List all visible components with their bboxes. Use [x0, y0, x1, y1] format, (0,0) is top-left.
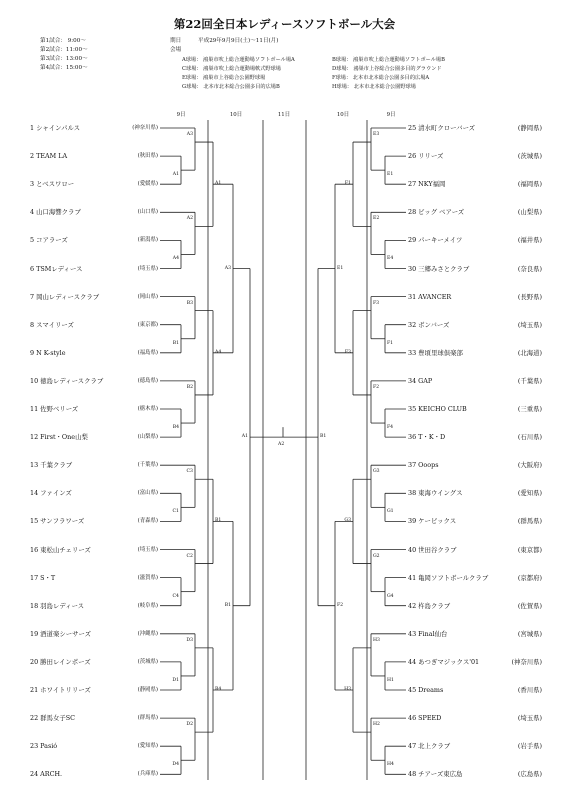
team-name: 23 Pasió: [30, 742, 58, 751]
page-title: 第22回全日本レディースソフトボール大会: [173, 17, 396, 31]
match-label: B1: [224, 602, 231, 608]
team-name: 6 TSMレディース: [30, 264, 83, 273]
team-name: 31 AVANCER: [408, 292, 452, 301]
match-label: B3: [186, 300, 193, 306]
match-label: D4: [172, 762, 179, 768]
team-prefecture: (沖縄県): [137, 630, 158, 637]
team-prefecture: (秋田県): [137, 153, 158, 160]
match-label: B1: [172, 340, 179, 346]
team-name: 7 岡山レディースクラブ: [30, 292, 100, 301]
team-prefecture: (東京都): [137, 321, 158, 328]
team-name: 19 酒道楽シーサーズ: [30, 629, 91, 638]
team-name: 34 GAP: [408, 376, 433, 385]
team-prefecture: (愛知県): [517, 489, 542, 498]
team-name: 47 北上クラブ: [408, 742, 451, 751]
schedule-game-1: 第1試合： 9:00～: [40, 38, 86, 44]
team-name: 37 Ooops: [408, 461, 439, 470]
team-name: 21 ホワイトリリーズ: [30, 686, 91, 694]
team-name: 3 とべスワロー: [30, 180, 75, 189]
venue-label: 会場: [170, 47, 182, 53]
venue-d: D球場： 鴻巣市上谷総合公園多目的グラウンド: [332, 66, 442, 72]
team-name: 44 あつぎマジックス'01: [408, 657, 480, 666]
venue-b: B球場： 鴻巣市吹上総合運動場ソフトボール場B: [332, 57, 445, 63]
team-prefecture: (埼玉県): [517, 320, 542, 329]
venue-a: A球場： 鴻巣市吹上総合運動場ソフトボール場A: [182, 57, 295, 63]
match-label: D2: [186, 722, 193, 728]
team-name: 42 杵島クラブ: [408, 601, 451, 610]
team-prefecture: (奈良県): [517, 264, 542, 273]
match-label: E4: [387, 256, 394, 262]
team-prefecture: (広島県): [517, 770, 542, 779]
team-prefecture: (茨城県): [517, 152, 542, 161]
match-label: F4: [387, 425, 394, 431]
venue-h: H球場： 北本市北本総合公園野球場: [332, 84, 416, 90]
match-label: A3: [224, 265, 231, 271]
match-label: F1: [344, 181, 351, 187]
match-label: C1: [172, 509, 179, 515]
match-label: A4: [215, 349, 222, 355]
team-name: 1 シャインパルス: [30, 124, 81, 132]
team-prefecture: (千葉県): [517, 376, 542, 385]
match-label: D1: [172, 677, 179, 683]
match-label: G1: [387, 509, 394, 515]
team-prefecture: (岐阜県): [137, 602, 158, 609]
match-label: A1: [172, 172, 179, 178]
team-name: 5 コアラーズ: [30, 236, 68, 245]
team-prefecture: (佐賀県): [517, 601, 542, 610]
team-name: 32 ボンバーズ: [408, 320, 450, 329]
team-prefecture: (千葉県): [137, 462, 158, 469]
match-label: E2: [373, 216, 380, 222]
team-name: 30 三郷みさとクラブ: [408, 264, 470, 273]
team-name: 20 勝田レインボーズ: [30, 657, 91, 666]
match-label: C4: [172, 593, 179, 599]
team-name: 14 ファインズ: [30, 489, 72, 498]
period-label: 期日: [170, 38, 182, 44]
match-label: A3: [186, 132, 193, 137]
match-label: F3: [373, 300, 380, 306]
team-name: 38 東海ウイングス: [408, 489, 463, 498]
venue-e: E球場： 鴻巣市上谷総合公園野球場: [182, 75, 266, 81]
team-name: 8 スマイリーズ: [30, 320, 74, 329]
team-name: 36 T・K・D: [408, 433, 446, 442]
team-name: 35 KEICHO CLUB: [408, 405, 467, 413]
match-label: G4: [387, 593, 394, 599]
team-prefecture: (岩手県): [517, 742, 542, 751]
team-prefecture: (岡山県): [137, 293, 158, 300]
match-label: H4: [387, 762, 394, 768]
schedule-game-2: 第2試合：11:00～: [40, 47, 88, 53]
day-header: 11日: [277, 112, 291, 118]
team-name: 11 佐野ベリーズ: [30, 405, 79, 413]
match-label: B4: [215, 687, 222, 692]
period-value: 平成29年9月9日(土)～11日(月): [198, 38, 279, 44]
match-label: E3: [373, 132, 380, 137]
match-label: F1: [387, 340, 394, 346]
team-name: 22 群馬女子SC: [30, 714, 75, 723]
team-name: 9 N K-style: [30, 348, 66, 357]
match-label: E1: [387, 172, 394, 178]
team-prefecture: (富山県): [137, 490, 158, 497]
day-header: 10日: [229, 112, 243, 118]
team-name: 12 First・One山梨: [30, 433, 88, 442]
team-prefecture: (福岡県): [517, 180, 542, 189]
team-name: 45 Dreams: [408, 686, 444, 694]
team-prefecture: (徳島県): [137, 377, 158, 384]
match-label: C3: [186, 469, 193, 475]
match-label: G3: [373, 469, 380, 475]
team-prefecture: (埼玉県): [517, 714, 542, 723]
team-prefecture: (福井県): [517, 236, 542, 245]
match-label: F2: [373, 384, 380, 390]
team-prefecture: (滋賀県): [137, 574, 158, 581]
team-prefecture: (山梨県): [517, 208, 542, 217]
match-label: G2: [373, 553, 380, 559]
team-prefecture: (青森県): [137, 518, 158, 525]
team-name: 2 TEAM LA: [30, 152, 68, 161]
team-name: 26 リリーズ: [408, 152, 444, 161]
match-label: A2: [278, 442, 285, 448]
match-label: E1: [337, 265, 344, 271]
team-name: 41 亀岡ソフトボールクラブ: [408, 573, 489, 582]
team-name: 24 ARCH.: [30, 770, 63, 779]
match-label: A2: [186, 216, 193, 222]
match-label: A1: [215, 181, 222, 187]
team-prefecture: (香川県): [517, 686, 542, 694]
team-name: 16 東松山チェリーズ: [30, 545, 91, 554]
team-prefecture: (茨城県): [137, 658, 158, 665]
team-prefecture: (石川県): [517, 433, 542, 442]
team-name: 33 豊頃里球倶楽部: [408, 348, 463, 357]
team-prefecture: (愛知県): [137, 743, 158, 750]
team-name: 25 清水町クローバーズ: [408, 124, 476, 132]
schedule-game-3: 第3試合：13:00～: [40, 56, 88, 62]
team-name: 28 ビッグ ベアーズ: [408, 208, 465, 217]
team-prefecture: (東京都): [517, 545, 542, 554]
team-prefecture: (栃木県): [137, 406, 158, 412]
match-label: B1: [320, 434, 327, 440]
team-name: 29 パーキーメイツ: [408, 236, 463, 245]
team-prefecture: (埼玉県): [137, 546, 158, 553]
team-prefecture: (山梨県): [137, 434, 158, 441]
team-prefecture: (北海道): [517, 348, 542, 357]
team-prefecture: (京都府): [517, 573, 542, 582]
team-name: 46 SPEED: [408, 714, 442, 723]
match-label: A4: [172, 256, 179, 262]
match-label: F3: [344, 349, 351, 355]
team-name: 13 千葉クラブ: [30, 461, 73, 470]
match-label: B4: [172, 425, 179, 431]
team-name: 40 世田谷クラブ: [408, 545, 457, 554]
team-prefecture: (埼玉県): [137, 265, 158, 272]
team-name: 27 NKY福岡: [408, 180, 446, 189]
team-prefecture: (静岡県): [137, 687, 158, 693]
match-label: B1: [215, 518, 222, 524]
team-prefecture: (静岡県): [517, 124, 542, 132]
day-header: 9日: [176, 112, 186, 118]
team-prefecture: (神奈川県): [132, 125, 158, 131]
venue-c: C球場： 鴻巣市吹上総合運動場軟式野球場: [182, 66, 281, 72]
team-prefecture: (新潟県): [137, 237, 158, 244]
venue-f: F球場： 北本市北本総合公園多目的広場A: [332, 75, 430, 81]
team-prefecture: (愛媛県): [137, 181, 158, 188]
team-prefecture: (神奈川県): [511, 657, 542, 666]
team-name: 48 チアーズ東広島: [408, 770, 463, 779]
match-label: G3: [344, 518, 351, 524]
match-label: C2: [186, 553, 193, 559]
match-label: D3: [186, 637, 193, 643]
team-prefecture: (長野県): [517, 292, 542, 301]
team-name: 17 S・T: [30, 573, 56, 582]
team-prefecture: (福島県): [137, 349, 158, 356]
team-name: 4 山口海響クラブ: [30, 208, 81, 217]
team-name: 10 徳島レディースクラブ: [30, 376, 104, 385]
match-label: F2: [337, 602, 344, 608]
team-name: 43 Final仙台: [408, 629, 448, 638]
team-prefecture: (宮城県): [517, 629, 542, 638]
team-prefecture: (山口県): [137, 209, 158, 216]
team-prefecture: (大阪府): [517, 461, 542, 470]
team-prefecture: (兵庫県): [137, 771, 158, 778]
match-label: A1: [241, 434, 248, 440]
team-name: 18 羽島レディース: [30, 601, 85, 610]
day-header: 9日: [386, 112, 396, 118]
match-label: H1: [387, 677, 394, 683]
team-name: 15 サンフラワーズ: [30, 517, 85, 526]
day-header: 10日: [336, 112, 350, 118]
team-prefecture: (群馬県): [137, 715, 158, 722]
schedule-game-4: 第4試合：15:00～: [40, 65, 88, 71]
team-name: 39 ケーピックス: [408, 517, 457, 526]
team-prefecture: (群馬県): [517, 517, 542, 526]
match-label: H3: [373, 637, 380, 643]
match-label: H2: [373, 722, 380, 728]
venue-g: G球場： 北本市北本総合公園多目的広場B: [182, 84, 280, 90]
match-label: B2: [186, 384, 193, 390]
match-label: H3: [344, 687, 351, 692]
team-prefecture: (三重県): [517, 405, 542, 413]
